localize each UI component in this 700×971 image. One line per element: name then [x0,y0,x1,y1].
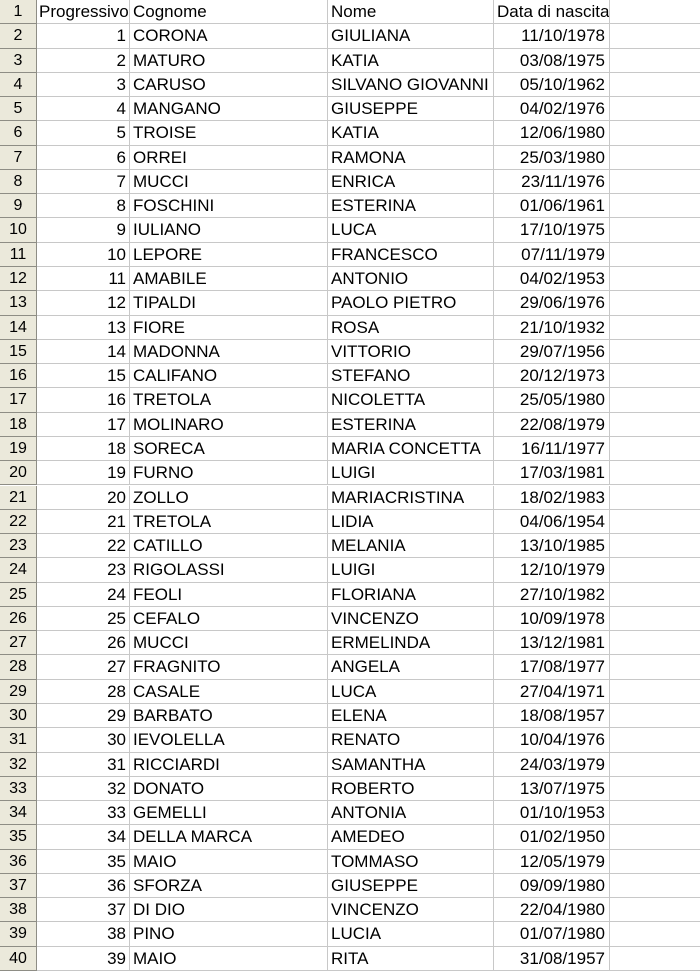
row-header[interactable]: 25 [0,583,37,607]
empty-cell[interactable] [610,777,700,801]
cell-cognome[interactable]: MATURO [130,49,328,73]
table-row [0,340,700,364]
cell-cognome[interactable]: TRETOLA [130,510,328,534]
cell-nome[interactable]: STEFANO [328,364,494,388]
empty-cell[interactable] [610,97,700,121]
cell-data-di-nascita[interactable]: 03/08/1975 [494,49,610,73]
cell-progressivo[interactable]: 33 [37,801,130,825]
cell-nome[interactable]: ERMELINDA [328,631,494,655]
empty-cell[interactable] [610,922,700,946]
empty-cell[interactable] [610,728,700,752]
cell-data-di-nascita[interactable]: 12/10/1979 [494,558,610,582]
cell-nome[interactable]: ANTONIO [328,267,494,291]
table-row [0,243,700,267]
row-header[interactable]: 11 [0,243,37,267]
cell-data-di-nascita[interactable]: 24/03/1979 [494,753,610,777]
table-row [0,947,700,971]
empty-cell[interactable] [610,413,700,437]
cell-cognome[interactable]: DI DIO [130,898,328,922]
cell-progressivo[interactable]: 10 [37,243,130,267]
cell-nome[interactable]: ROSA [328,316,494,340]
row-header[interactable]: 9 [0,194,37,218]
row-header[interactable]: 28 [0,655,37,679]
empty-cell[interactable] [610,534,700,558]
cell-cognome[interactable]: FIORE [130,316,328,340]
cell-nome[interactable]: ESTERINA [328,194,494,218]
cell-data-di-nascita[interactable]: 22/04/1980 [494,898,610,922]
cell-cognome[interactable]: CASALE [130,680,328,704]
cell-cognome[interactable]: TRETOLA [130,388,328,412]
cell-nome[interactable]: LUIGI [328,461,494,485]
cell-progressivo[interactable]: 29 [37,704,130,728]
cell-nome[interactable]: ANTONIA [328,801,494,825]
cell-nome[interactable]: LIDIA [328,510,494,534]
empty-cell[interactable] [610,243,700,267]
table-row [0,510,700,534]
cell-progressivo[interactable]: 18 [37,437,130,461]
cell-progressivo[interactable]: 23 [37,558,130,582]
cell-nome[interactable]: LUCA [328,680,494,704]
row-header[interactable]: 1 [0,0,37,24]
cell-data-di-nascita[interactable]: 29/06/1976 [494,291,610,315]
empty-cell[interactable] [610,146,700,170]
cell-progressivo[interactable]: 37 [37,898,130,922]
row-header[interactable]: 38 [0,898,37,922]
row-header[interactable]: 36 [0,850,37,874]
cell-data-di-nascita[interactable]: 01/06/1961 [494,194,610,218]
cell-progressivo[interactable]: 3 [37,73,130,97]
cell-nome[interactable]: VINCENZO [328,898,494,922]
cell-cognome[interactable]: SFORZA [130,874,328,898]
row-header[interactable]: 19 [0,437,37,461]
empty-cell[interactable] [610,24,700,48]
cell-progressivo[interactable]: 39 [37,947,130,971]
cell-cognome[interactable]: GEMELLI [130,801,328,825]
header-cell-data-di-nascita[interactable]: Data di nascita [494,0,610,24]
cell-data-di-nascita[interactable]: 29/07/1956 [494,340,610,364]
cell-data-di-nascita[interactable]: 18/02/1983 [494,486,610,510]
cell-nome[interactable]: LUCA [328,218,494,242]
row-header[interactable]: 22 [0,510,37,534]
empty-cell[interactable] [610,801,700,825]
header-cell-progressivo[interactable]: Progressivo [37,0,130,24]
cell-nome[interactable]: FRANCESCO [328,243,494,267]
row-header[interactable]: 23 [0,534,37,558]
cell-cognome[interactable]: MOLINARO [130,413,328,437]
empty-cell[interactable] [610,461,700,485]
empty-cell[interactable] [610,437,700,461]
cell-data-di-nascita[interactable]: 13/12/1981 [494,631,610,655]
cell-nome[interactable]: ENRICA [328,170,494,194]
cell-nome[interactable]: PAOLO PIETRO [328,291,494,315]
table-row [0,631,700,655]
cell-nome[interactable]: LUCIA [328,922,494,946]
cell-data-di-nascita[interactable]: 04/06/1954 [494,510,610,534]
empty-cell[interactable] [610,753,700,777]
cell-data-di-nascita[interactable]: 09/09/1980 [494,874,610,898]
row-header[interactable]: 20 [0,461,37,485]
row-header[interactable]: 39 [0,922,37,946]
row-header[interactable]: 30 [0,704,37,728]
cell-cognome[interactable]: CORONA [130,24,328,48]
empty-cell[interactable] [610,340,700,364]
table-row [0,267,700,291]
cell-nome[interactable]: MARIA CONCETTA [328,437,494,461]
cell-cognome[interactable]: CALIFANO [130,364,328,388]
cell-cognome[interactable]: TIPALDI [130,291,328,315]
cell-data-di-nascita[interactable]: 17/03/1981 [494,461,610,485]
table-row [0,437,700,461]
cell-nome[interactable]: MARIACRISTINA [328,486,494,510]
empty-cell[interactable] [610,388,700,412]
row-header[interactable]: 29 [0,680,37,704]
table-row [0,801,700,825]
empty-cell[interactable] [610,194,700,218]
row-header[interactable]: 7 [0,146,37,170]
cell-cognome[interactable]: BARBATO [130,704,328,728]
cell-progressivo[interactable]: 14 [37,340,130,364]
cell-cognome[interactable]: MAIO [130,850,328,874]
cell-cognome[interactable]: IULIANO [130,218,328,242]
row-header[interactable]: 26 [0,607,37,631]
cell-data-di-nascita[interactable]: 01/10/1953 [494,801,610,825]
cell-data-di-nascita[interactable]: 13/07/1975 [494,777,610,801]
empty-cell[interactable] [610,218,700,242]
cell-progressivo[interactable]: 28 [37,680,130,704]
cell-nome[interactable]: LUIGI [328,558,494,582]
empty-cell[interactable] [610,655,700,679]
header-cell-nome[interactable]: Nome [328,0,494,24]
cell-cognome[interactable]: FOSCHINI [130,194,328,218]
table-row [0,898,700,922]
empty-cell[interactable] [610,316,700,340]
cell-progressivo[interactable]: 22 [37,534,130,558]
cell-data-di-nascita[interactable]: 10/09/1978 [494,607,610,631]
cell-cognome[interactable]: MUCCI [130,631,328,655]
table-row [0,97,700,121]
table-row [0,486,700,510]
cell-progressivo[interactable]: 19 [37,461,130,485]
cell-progressivo[interactable]: 11 [37,267,130,291]
cell-nome[interactable]: ANGELA [328,655,494,679]
cell-data-di-nascita[interactable]: 21/10/1932 [494,316,610,340]
table-row [0,583,700,607]
cell-nome[interactable]: KATIA [328,121,494,145]
cell-data-di-nascita[interactable]: 23/11/1976 [494,170,610,194]
cell-cognome[interactable]: TROISE [130,121,328,145]
header-cell-cognome[interactable]: Cognome [130,0,328,24]
cell-nome[interactable]: ELENA [328,704,494,728]
row-header[interactable]: 40 [0,947,37,971]
cell-nome[interactable]: NICOLETTA [328,388,494,412]
cell-progressivo[interactable]: 27 [37,655,130,679]
empty-cell[interactable] [610,486,700,510]
cell-nome[interactable]: ROBERTO [328,777,494,801]
empty-cell[interactable] [610,607,700,631]
row-header[interactable]: 33 [0,777,37,801]
cell-progressivo[interactable]: 5 [37,121,130,145]
cell-data-di-nascita[interactable]: 25/03/1980 [494,146,610,170]
cell-cognome[interactable]: FRAGNITO [130,655,328,679]
empty-cell[interactable] [610,898,700,922]
table-row [0,218,700,242]
table-row [0,291,700,315]
table-row [0,753,700,777]
cell-cognome[interactable]: SORECA [130,437,328,461]
cell-cognome[interactable]: PINO [130,922,328,946]
table-row [0,874,700,898]
row-header[interactable]: 8 [0,170,37,194]
cell-data-di-nascita[interactable]: 12/05/1979 [494,850,610,874]
table-row [0,413,700,437]
empty-cell[interactable] [610,583,700,607]
cell-data-di-nascita[interactable]: 17/08/1977 [494,655,610,679]
cell-cognome[interactable]: MAIO [130,947,328,971]
cell-progressivo[interactable]: 20 [37,486,130,510]
cell-nome[interactable]: SILVANO GIOVANNI [328,73,494,97]
row-header[interactable]: 35 [0,825,37,849]
cell-cognome[interactable]: CATILLO [130,534,328,558]
row-header[interactable]: 6 [0,121,37,145]
cell-progressivo[interactable]: 35 [37,850,130,874]
row-header[interactable]: 2 [0,24,37,48]
empty-cell[interactable] [610,558,700,582]
cell-data-di-nascita[interactable]: 01/02/1950 [494,825,610,849]
empty-cell[interactable] [610,825,700,849]
empty-cell[interactable] [610,291,700,315]
header-row [0,0,700,24]
cell-data-di-nascita[interactable]: 11/10/1978 [494,24,610,48]
cell-cognome[interactable]: ZOLLO [130,486,328,510]
cell-nome[interactable]: RAMONA [328,146,494,170]
cell-nome[interactable]: RENATO [328,728,494,752]
cell-cognome[interactable]: AMABILE [130,267,328,291]
cell-progressivo[interactable]: 26 [37,631,130,655]
cell-progressivo[interactable]: 15 [37,364,130,388]
cell-data-di-nascita[interactable]: 20/12/1973 [494,364,610,388]
empty-cell[interactable] [610,874,700,898]
row-header[interactable]: 10 [0,218,37,242]
cell-cognome[interactable]: RICCIARDI [130,753,328,777]
cell-data-di-nascita[interactable]: 07/11/1979 [494,243,610,267]
row-header[interactable]: 12 [0,267,37,291]
cell-data-di-nascita[interactable]: 12/06/1980 [494,121,610,145]
table-row [0,170,700,194]
cell-cognome[interactable]: FEOLI [130,583,328,607]
empty-cell[interactable] [610,704,700,728]
row-header[interactable]: 13 [0,291,37,315]
cell-progressivo[interactable]: 1 [37,24,130,48]
table-row [0,655,700,679]
cell-nome[interactable]: MELANIA [328,534,494,558]
row-header[interactable]: 32 [0,753,37,777]
cell-data-di-nascita[interactable]: 05/10/1962 [494,73,610,97]
table-row [0,49,700,73]
cell-progressivo[interactable]: 8 [37,194,130,218]
table-row [0,73,700,97]
cell-progressivo[interactable]: 36 [37,874,130,898]
row-header[interactable]: 14 [0,316,37,340]
row-header[interactable]: 34 [0,801,37,825]
row-header[interactable]: 3 [0,49,37,73]
empty-cell[interactable] [610,0,700,24]
table-row [0,680,700,704]
table-row [0,121,700,145]
cell-data-di-nascita[interactable]: 17/10/1975 [494,218,610,242]
cell-data-di-nascita[interactable]: 31/08/1957 [494,947,610,971]
cell-progressivo[interactable]: 12 [37,291,130,315]
row-header[interactable]: 37 [0,874,37,898]
row-header[interactable]: 4 [0,73,37,97]
empty-cell[interactable] [610,73,700,97]
empty-cell[interactable] [610,680,700,704]
table-row [0,461,700,485]
row-header[interactable]: 17 [0,388,37,412]
table-row [0,728,700,752]
cell-nome[interactable]: GIUSEPPE [328,874,494,898]
cell-data-di-nascita[interactable]: 22/08/1979 [494,413,610,437]
cell-nome[interactable]: GIUSEPPE [328,97,494,121]
empty-cell[interactable] [610,267,700,291]
row-header[interactable]: 27 [0,631,37,655]
cell-data-di-nascita[interactable]: 27/04/1971 [494,680,610,704]
cell-cognome[interactable]: CARUSO [130,73,328,97]
table-row [0,194,700,218]
cell-data-di-nascita[interactable]: 18/08/1957 [494,704,610,728]
empty-cell[interactable] [610,947,700,971]
cell-progressivo[interactable]: 25 [37,607,130,631]
empty-cell[interactable] [610,510,700,534]
table-row [0,777,700,801]
row-header[interactable]: 15 [0,340,37,364]
cell-progressivo[interactable]: 16 [37,388,130,412]
cell-nome[interactable]: VITTORIO [328,340,494,364]
table-row [0,364,700,388]
table-row [0,388,700,412]
cell-cognome[interactable]: CEFALO [130,607,328,631]
cell-nome[interactable]: VINCENZO [328,607,494,631]
table-row [0,146,700,170]
cell-cognome[interactable]: LEPORE [130,243,328,267]
cell-progressivo[interactable]: 9 [37,218,130,242]
cell-data-di-nascita[interactable]: 13/10/1985 [494,534,610,558]
cell-cognome[interactable]: IEVOLELLA [130,728,328,752]
cell-progressivo[interactable]: 7 [37,170,130,194]
cell-cognome[interactable]: FURNO [130,461,328,485]
cell-cognome[interactable]: MANGANO [130,97,328,121]
cell-nome[interactable]: SAMANTHA [328,753,494,777]
empty-cell[interactable] [610,49,700,73]
cell-nome[interactable]: GIULIANA [328,24,494,48]
cell-progressivo[interactable]: 32 [37,777,130,801]
cell-cognome[interactable]: MADONNA [130,340,328,364]
table-row [0,24,700,48]
cell-progressivo[interactable]: 31 [37,753,130,777]
cell-nome[interactable]: KATIA [328,49,494,73]
row-header[interactable]: 5 [0,97,37,121]
cell-cognome[interactable]: DELLA MARCA [130,825,328,849]
cell-progressivo[interactable]: 6 [37,146,130,170]
row-header[interactable]: 18 [0,413,37,437]
table-row [0,825,700,849]
cell-cognome[interactable]: RIGOLASSI [130,558,328,582]
cell-progressivo[interactable]: 34 [37,825,130,849]
row-header[interactable]: 31 [0,728,37,752]
cell-progressivo[interactable]: 38 [37,922,130,946]
cell-progressivo[interactable]: 30 [37,728,130,752]
cell-cognome[interactable]: MUCCI [130,170,328,194]
cell-data-di-nascita[interactable]: 27/10/1982 [494,583,610,607]
table-row [0,558,700,582]
table-row [0,704,700,728]
empty-cell[interactable] [610,170,700,194]
empty-cell[interactable] [610,364,700,388]
table-row [0,922,700,946]
cell-data-di-nascita[interactable]: 25/05/1980 [494,388,610,412]
row-header[interactable]: 24 [0,558,37,582]
cell-data-di-nascita[interactable]: 16/11/1977 [494,437,610,461]
cell-data-di-nascita[interactable]: 04/02/1976 [494,97,610,121]
row-header[interactable]: 21 [0,486,37,510]
cell-nome[interactable]: AMEDEO [328,825,494,849]
table-row [0,316,700,340]
cell-progressivo[interactable]: 21 [37,510,130,534]
empty-cell[interactable] [610,850,700,874]
empty-cell[interactable] [610,121,700,145]
cell-nome[interactable]: FLORIANA [328,583,494,607]
cell-nome[interactable]: TOMMASO [328,850,494,874]
cell-cognome[interactable]: ORREI [130,146,328,170]
cell-data-di-nascita[interactable]: 01/07/1980 [494,922,610,946]
cell-nome[interactable]: ESTERINA [328,413,494,437]
empty-cell[interactable] [610,631,700,655]
table-row [0,534,700,558]
cell-progressivo[interactable]: 13 [37,316,130,340]
cell-progressivo[interactable]: 17 [37,413,130,437]
cell-data-di-nascita[interactable]: 04/02/1953 [494,267,610,291]
table-row [0,607,700,631]
table-row [0,850,700,874]
cell-cognome[interactable]: DONATO [130,777,328,801]
cell-progressivo[interactable]: 4 [37,97,130,121]
cell-data-di-nascita[interactable]: 10/04/1976 [494,728,610,752]
row-header[interactable]: 16 [0,364,37,388]
cell-nome[interactable]: RITA [328,947,494,971]
cell-progressivo[interactable]: 2 [37,49,130,73]
cell-progressivo[interactable]: 24 [37,583,130,607]
